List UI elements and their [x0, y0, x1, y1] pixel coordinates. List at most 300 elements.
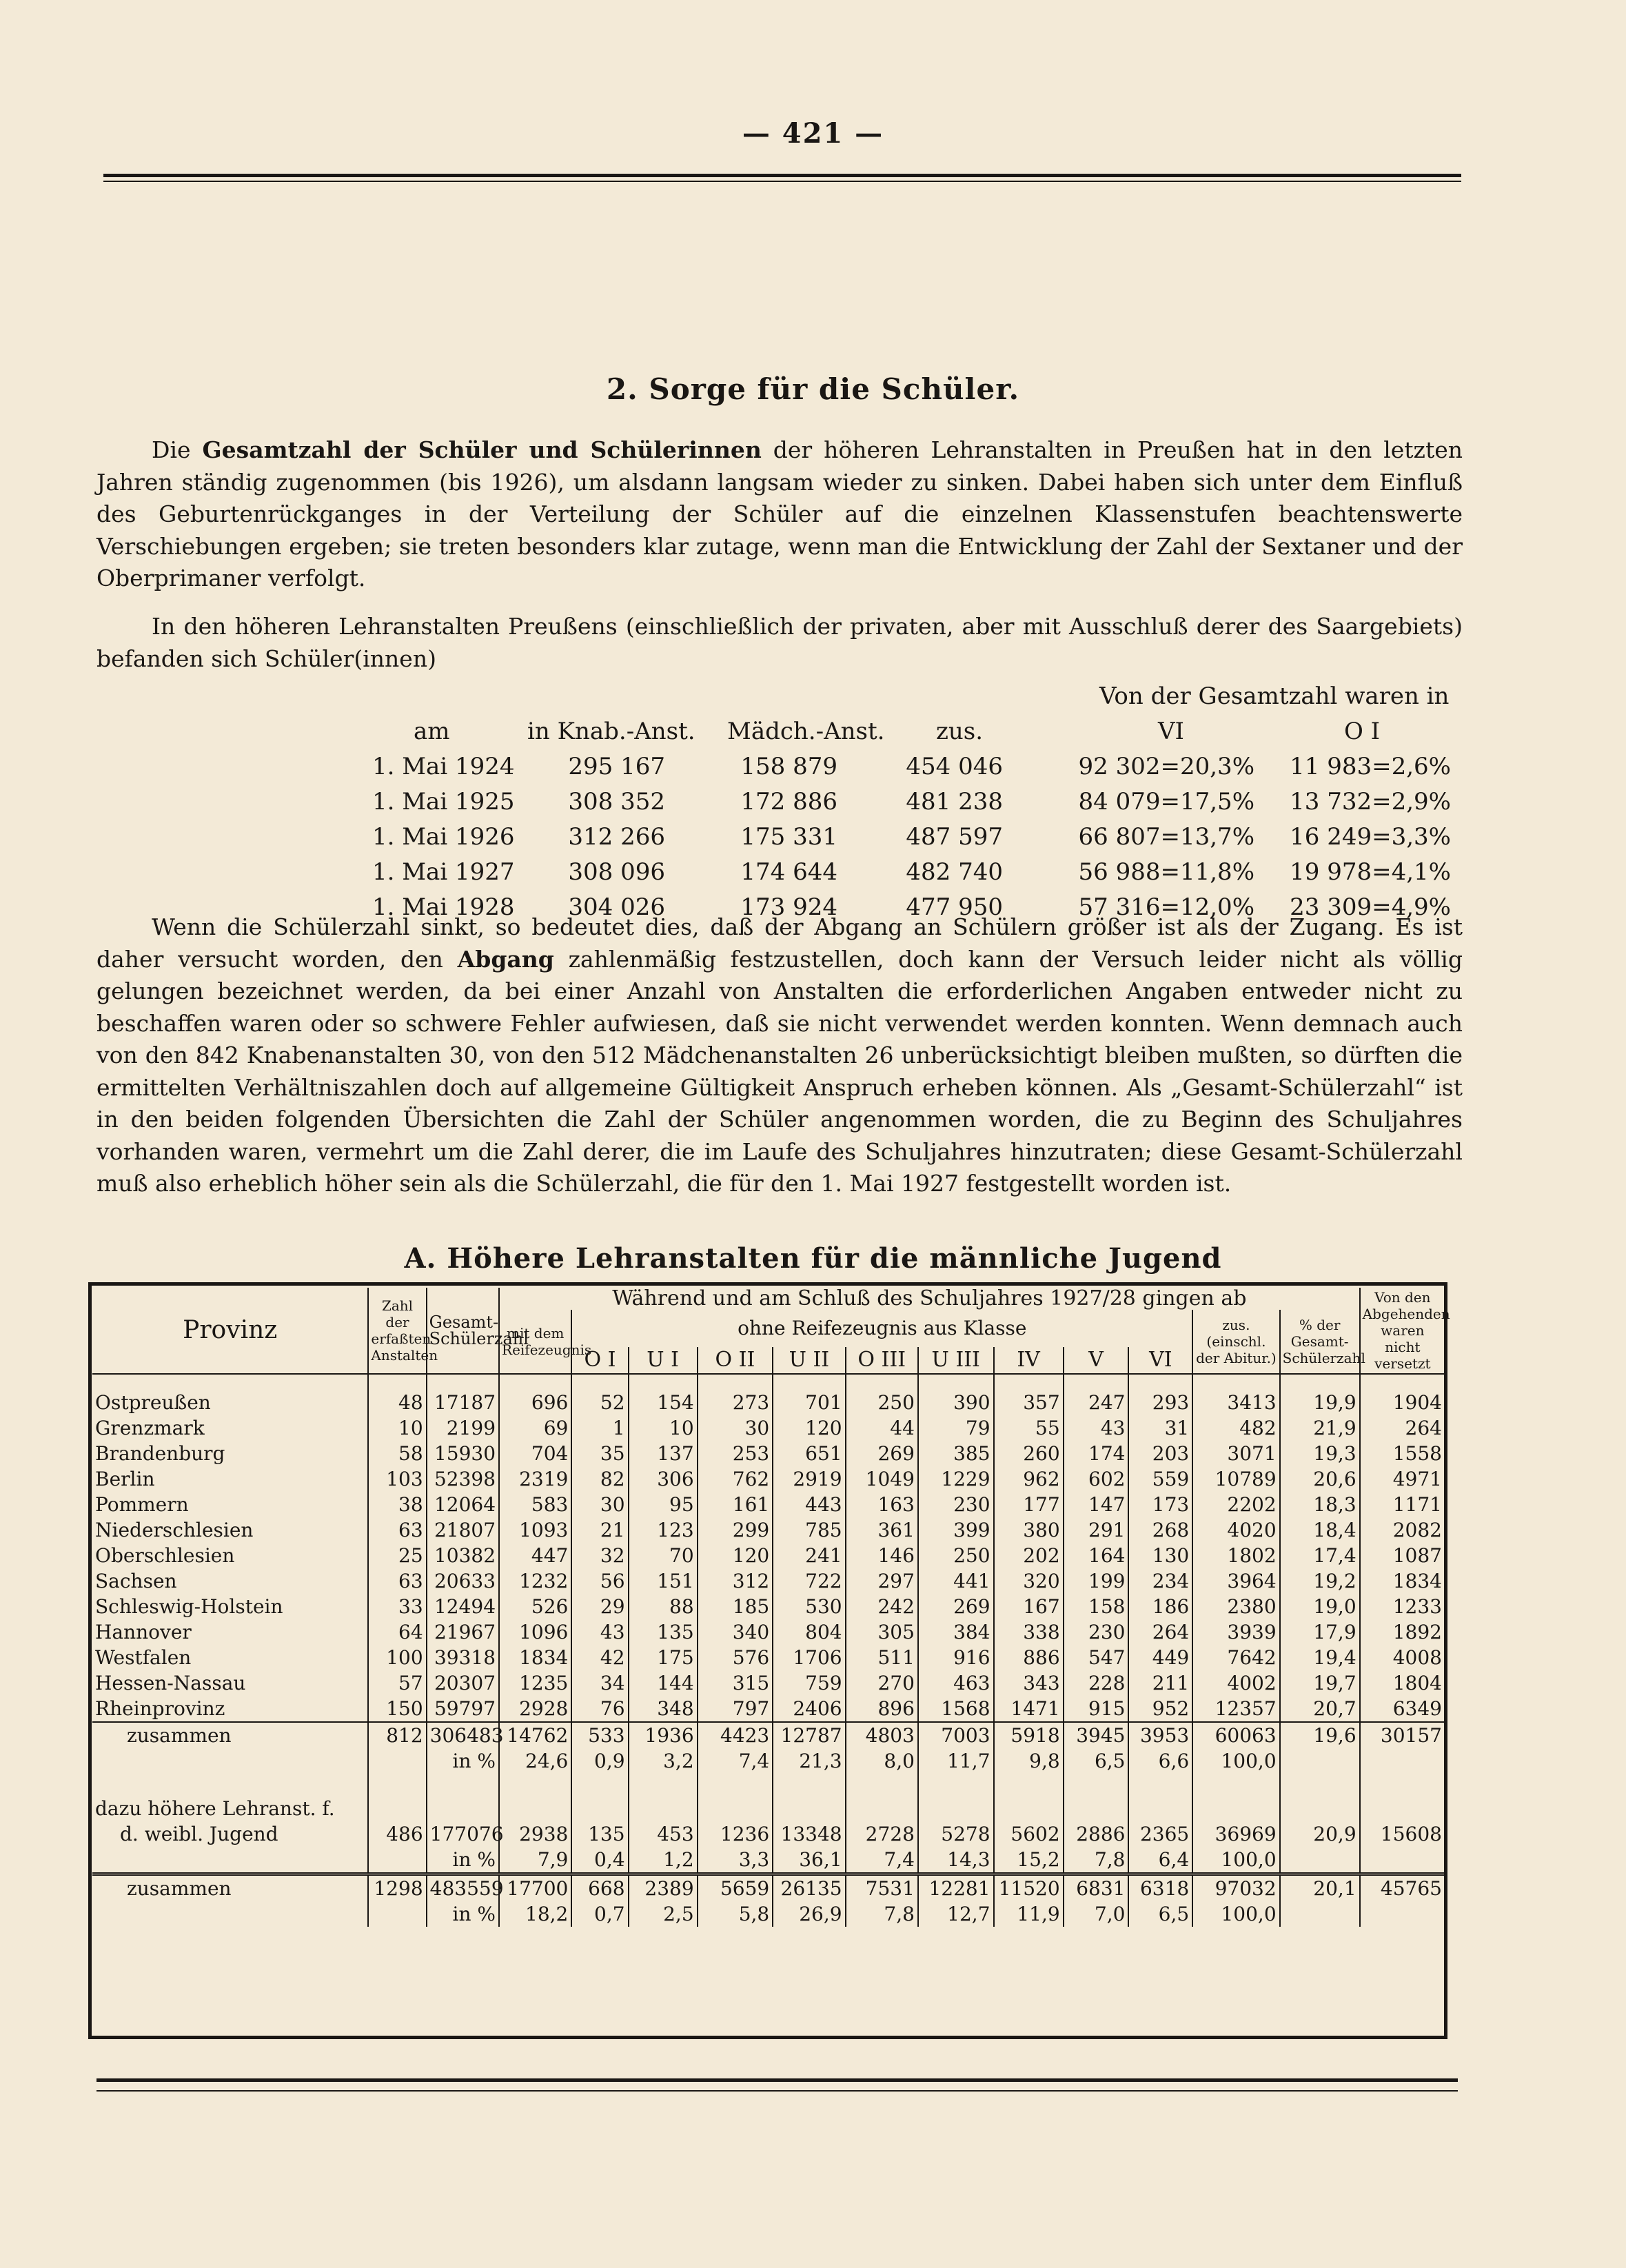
abgang-rest: zahlenmäßig festzustellen, doch kann der Versuch leider nicht als völlig gelungen bezeichnet werden, da bei einer Anzahl von Anstalten die erforderlichen Angaben entweder nicht zu beschaffen waren oder so schwere Fehler aufwiesen, daß sie nicht verwendet werden konnten. Wenn demnach auch von den 842 Knabenanstalten 30, von den 512 Mädchenanstalten 26 unberücksichtigt bleiben mußten, so dürften die ermittelten Verhältniszahlen doch auf allgemeine Gültigkeit Anspruch erheben können. Als „Gesamt-Schülerzahl“ ist in den beiden folgenden Übersichten die Zahl der Schüler angenommen worden, die zu Beginn des Schuljahres vorhanden waren, vermehrt um die Zahl derer, die im Laufe des Schuljahres hinzutraten; diese Gesamt-Schülerzahl muß also erheblich höher sein als die Schülerzahl, die für den 1. Mai 1927 festgestellt worden ist. [96, 945, 1463, 1197]
table-cell: 19,6 [1280, 1722, 1360, 1748]
table-cell: 163 [846, 1492, 918, 1517]
table-cell: 916 [918, 1645, 994, 1670]
table-cell: 19,9 [1280, 1374, 1360, 1415]
table-cell: 21807 [427, 1517, 499, 1543]
table-cell: 12281 [918, 1874, 994, 1902]
table-cell: 230 [1064, 1619, 1129, 1645]
table-cell: 443 [773, 1492, 845, 1517]
table-cell: 273 [698, 1374, 773, 1415]
table-cell: 1229 [918, 1466, 994, 1492]
table-cell: 269 [918, 1594, 994, 1619]
table-cell: 7003 [918, 1722, 994, 1748]
table-cell: 30 [698, 1415, 773, 1441]
table-cell: 15608 [1360, 1821, 1445, 1847]
table-cell: 343 [994, 1670, 1064, 1696]
table-cell: 306483 [427, 1722, 499, 1748]
header-pct: % der Gesamt-Schülerzahl [1280, 1310, 1360, 1374]
table-cell: 4423 [698, 1722, 773, 1748]
stats-header-top [0, 679, 1626, 714]
table-cell [1128, 1796, 1192, 1821]
header-ohne-reife: ohne Reifezeugnis aus Klasse [571, 1310, 1192, 1347]
table-cell: 130 [1128, 1543, 1192, 1568]
table-cell: 1096 [499, 1619, 571, 1645]
table-cell: 3964 [1192, 1568, 1279, 1594]
stats-cell-oi: 16 249=3,3% [1290, 823, 1451, 851]
table-cell: 43 [1064, 1415, 1129, 1441]
table-cell [918, 1774, 994, 1796]
intro-paragraph-1 [96, 434, 1463, 595]
stats-cell-date: 1. Mai 1924 [372, 753, 515, 780]
table-cell: 3945 [1064, 1722, 1129, 1748]
table-cell [1360, 1774, 1445, 1796]
table-cell: 103 [368, 1466, 426, 1492]
table-cell [1280, 1748, 1360, 1774]
table-cell: 38 [368, 1492, 426, 1517]
header-klasse: O I [571, 1347, 628, 1374]
table-cell: 19,3 [1280, 1441, 1360, 1466]
table-cell: 6,5 [1064, 1748, 1129, 1774]
table-cell: 299 [698, 1517, 773, 1543]
table-cell: 242 [846, 1594, 918, 1619]
table-cell: 651 [773, 1441, 845, 1466]
table-cell: 526 [499, 1594, 571, 1619]
table-cell: 4020 [1192, 1517, 1279, 1543]
table-cell: 668 [571, 1874, 628, 1902]
table-cell: 63 [368, 1568, 426, 1594]
table-cell: 306 [629, 1466, 698, 1492]
table-cell: 69 [499, 1415, 571, 1441]
table-cell: 44 [846, 1415, 918, 1441]
table-cell [1280, 1796, 1360, 1821]
table-cell: 4803 [846, 1722, 918, 1748]
table-cell: 9,8 [994, 1748, 1064, 1774]
table-cell: 6349 [1360, 1696, 1445, 1722]
total-row [92, 1874, 1445, 1902]
table-cell: 2199 [427, 1415, 499, 1441]
stats-cell-maedch: 172 886 [740, 788, 837, 816]
abgang-lead: Wenn die Schülerzahl sinkt, so bedeutet dies, daß der Abgang an Schülern größer ist als der Zugang. Es ist daher versucht worden, den [96, 913, 1463, 973]
table-cell: 135 [571, 1821, 628, 1847]
table-cell [1280, 1774, 1360, 1796]
table-cell: 137 [629, 1441, 698, 1466]
header-klasse: U I [629, 1347, 698, 1374]
row-label: Hessen-Nassau [95, 1672, 246, 1694]
header-klasse: IV [994, 1347, 1064, 1374]
table-cell: 1233 [1360, 1594, 1445, 1619]
table-cell: 399 [918, 1517, 994, 1543]
table-cell: 530 [773, 1594, 845, 1619]
table-cell: 483559 [427, 1874, 499, 1902]
table-cell: 10382 [427, 1543, 499, 1568]
table-cell: 722 [773, 1568, 845, 1594]
table-cell: 1904 [1360, 1374, 1445, 1415]
table-cell: 1568 [918, 1696, 994, 1722]
table-cell: 241 [773, 1543, 845, 1568]
table-cell: 29 [571, 1594, 628, 1619]
stats-col-oi: O I [1344, 718, 1381, 745]
table-cell: 2082 [1360, 1517, 1445, 1543]
row-label: Berlin [95, 1468, 155, 1490]
table-cell: 100 [368, 1645, 426, 1670]
table-cell: 39318 [427, 1645, 499, 1670]
table-cell: 33 [368, 1594, 426, 1619]
row-label: d. weibl. Jugend [120, 1823, 278, 1845]
table-cell: 234 [1128, 1568, 1192, 1594]
table-cell: 135 [629, 1619, 698, 1645]
table-cell: in % [427, 1847, 499, 1874]
table-cell: 559 [1128, 1466, 1192, 1492]
table-cell: 340 [698, 1619, 773, 1645]
table-cell [1360, 1748, 1445, 1774]
row-label: Niederschlesien [95, 1519, 254, 1541]
stats-cell-maedch: 175 331 [740, 823, 837, 851]
table-cell: 60063 [1192, 1722, 1279, 1748]
table-cell: 6,5 [1128, 1901, 1192, 1927]
table-cell: 1049 [846, 1466, 918, 1492]
table-cell: 175 [629, 1645, 698, 1670]
table-cell: 7531 [846, 1874, 918, 1902]
table-cell: 56 [571, 1568, 628, 1594]
stats-col-am: am [414, 718, 450, 745]
header-klasse: O II [698, 1347, 773, 1374]
table-row [92, 1619, 1445, 1645]
table-cell: 7,4 [846, 1847, 918, 1874]
header-group: Während und am Schluß des Schuljahres 1927/28 gingen ab [499, 1288, 1360, 1310]
table-row [92, 1374, 1445, 1415]
table-cell: 147 [1064, 1492, 1129, 1517]
intro-p1-rest: der höheren Lehranstalten in Preußen hat in den letzten Jahren ständig zugenommen (bis 1926), um alsdann langsam wieder zu sinken. Dabei haben sich unter dem Einfluß des Geburtenrückganges in der Verteilung der Schüler auf die einzelnen Klassenstufen beachtenswerte Verschiebungen ergeben; sie treten besonders klar zutage, wenn man die Entwicklung der Zahl der Sextaner und der Oberprimaner verfolgt. [96, 436, 1463, 591]
table-cell: 64 [368, 1619, 426, 1645]
table-cell: 14,3 [918, 1847, 994, 1874]
table-cell: 1 [571, 1415, 628, 1441]
table-cell: 228 [1064, 1670, 1129, 1696]
table-cell [1064, 1796, 1129, 1821]
stats-cell-knab: 308 352 [568, 788, 665, 816]
table-cell: 886 [994, 1645, 1064, 1670]
table-cell: 173 [1128, 1492, 1192, 1517]
table-cell: 270 [846, 1670, 918, 1696]
stats-col-knab: in Knab.-Anst. [527, 718, 695, 745]
table-cell: 797 [698, 1696, 773, 1722]
table-cell: 20,1 [1280, 1874, 1360, 1902]
table-cell: 10789 [1192, 1466, 1279, 1492]
stats-cell-date: 1. Mai 1927 [372, 858, 515, 886]
stats-col-zus: zus. [936, 718, 984, 745]
table-cell: 2,5 [629, 1901, 698, 1927]
table-cell: 100,0 [1192, 1748, 1279, 1774]
table-cell: 361 [846, 1517, 918, 1543]
table-cell: 250 [846, 1374, 918, 1415]
table-cell [1192, 1796, 1279, 1821]
stats-cell-maedch: 173 924 [740, 893, 837, 921]
table-cell: 20633 [427, 1568, 499, 1594]
table-cell: 21 [571, 1517, 628, 1543]
table-cell: 12787 [773, 1722, 845, 1748]
table-row [92, 1568, 1445, 1594]
table-cell [846, 1796, 918, 1821]
stats-cell-zus: 487 597 [906, 823, 1003, 851]
stats-row [0, 749, 1626, 784]
table-cell: 36969 [1192, 1821, 1279, 1847]
table-cell: 1471 [994, 1696, 1064, 1722]
table-cell: 88 [629, 1594, 698, 1619]
table-cell: 602 [1064, 1466, 1129, 1492]
table-cell: 11,9 [994, 1901, 1064, 1927]
table-cell: 449 [1128, 1645, 1192, 1670]
row-label: Sachsen [95, 1570, 177, 1592]
table-cell: 52 [571, 1374, 628, 1415]
table-cell: 5,8 [698, 1901, 773, 1927]
table-cell: 2928 [499, 1696, 571, 1722]
row-label [92, 1748, 368, 1774]
table-cell: 63 [368, 1517, 426, 1543]
table-cell: 97032 [1192, 1874, 1279, 1902]
header-klasse: O III [846, 1347, 918, 1374]
table-row [92, 1645, 1445, 1670]
table-cell: 533 [571, 1722, 628, 1748]
table-cell: 150 [368, 1696, 426, 1722]
table-cell: 384 [918, 1619, 994, 1645]
table-cell: 17700 [499, 1874, 571, 1902]
table-cell: 17,9 [1280, 1619, 1360, 1645]
table-cell: 915 [1064, 1696, 1129, 1722]
table-cell: 3,3 [698, 1847, 773, 1874]
table-cell: in % [427, 1901, 499, 1927]
table-cell: 36,1 [773, 1847, 845, 1874]
stats-cell-oi: 23 309=4,9% [1290, 893, 1451, 921]
header-klasse: U II [773, 1347, 845, 1374]
table-cell: 174 [1064, 1441, 1129, 1466]
row-label [92, 1774, 368, 1796]
table-cell: 144 [629, 1670, 698, 1696]
page-number: — 421 — [742, 117, 884, 150]
table-cell: 320 [994, 1568, 1064, 1594]
table-cell: 3939 [1192, 1619, 1279, 1645]
table-cell [427, 1796, 499, 1821]
table-cell: 7,0 [1064, 1901, 1129, 1927]
table-cell: 1558 [1360, 1441, 1445, 1466]
table-cell: 123 [629, 1517, 698, 1543]
stats-cell-vi: 66 807=13,7% [1078, 823, 1254, 851]
row-label: Oberschlesien [95, 1544, 235, 1567]
table-cell: 20,9 [1280, 1821, 1360, 1847]
footer-rule [96, 2078, 1458, 2082]
table-cell: 264 [1360, 1415, 1445, 1441]
table-cell [994, 1796, 1064, 1821]
table-cell: 19,7 [1280, 1670, 1360, 1696]
table-cell: 185 [698, 1594, 773, 1619]
table-cell: 264 [1128, 1619, 1192, 1645]
table-cell: 269 [846, 1441, 918, 1466]
abgang-paragraph [96, 911, 1463, 1200]
intro-p1-lead: Die [152, 436, 203, 463]
table-cell: 2380 [1192, 1594, 1279, 1619]
table-cell: 696 [499, 1374, 571, 1415]
table-cell: 2886 [1064, 1821, 1129, 1847]
table-cell: 5918 [994, 1722, 1064, 1748]
table-cell: 1171 [1360, 1492, 1445, 1517]
table-cell: 161 [698, 1492, 773, 1517]
table-cell: 952 [1128, 1696, 1192, 1722]
table-cell: 357 [994, 1374, 1064, 1415]
table-cell: 291 [1064, 1517, 1129, 1543]
table-cell [1064, 1774, 1129, 1796]
stats-cell-knab: 295 167 [568, 753, 665, 780]
table-cell: 297 [846, 1568, 918, 1594]
table-cell: 7642 [1192, 1645, 1279, 1670]
table-cell: 1232 [499, 1568, 571, 1594]
table-cell [1360, 1796, 1445, 1821]
table-cell: 247 [1064, 1374, 1129, 1415]
table-cell: 338 [994, 1619, 1064, 1645]
table-cell [499, 1774, 571, 1796]
table-cell [368, 1796, 426, 1821]
table-cell: 1236 [698, 1821, 773, 1847]
table-cell: 896 [846, 1696, 918, 1722]
header-klasse: V [1064, 1347, 1129, 1374]
table-cell: 48 [368, 1374, 426, 1415]
table-cell: 177 [994, 1492, 1064, 1517]
table-cell: 18,3 [1280, 1492, 1360, 1517]
stats-cell-oi: 11 983=2,6% [1290, 753, 1451, 780]
header-rule-thin [103, 181, 1461, 182]
table-cell: 7,8 [1064, 1847, 1129, 1874]
header-mit-reife: mit dem Reifezeugnis [499, 1310, 571, 1374]
stats-cell-vi: 57 316=12,0% [1078, 893, 1254, 921]
table-cell: 17187 [427, 1374, 499, 1415]
table-cell: 43 [571, 1619, 628, 1645]
table-cell: 3953 [1128, 1722, 1192, 1748]
table-cell: 2406 [773, 1696, 845, 1722]
table-cell: 0,9 [571, 1748, 628, 1774]
table-cell: 167 [994, 1594, 1064, 1619]
table-row [92, 1543, 1445, 1568]
table-title: A. Höhere Lehranstalten für die männliche Jugend [404, 1242, 1222, 1275]
table-cell: 315 [698, 1670, 773, 1696]
table-cell [368, 1901, 426, 1927]
table-cell [629, 1796, 698, 1821]
table-cell [698, 1796, 773, 1821]
total-row [92, 1722, 1445, 1748]
row-label: Pommern [95, 1493, 189, 1516]
stats-cell-vi: 84 079=17,5% [1078, 788, 1254, 816]
header-klasse: VI [1128, 1347, 1192, 1374]
table-cell [629, 1774, 698, 1796]
table-cell [773, 1774, 845, 1796]
stats-cell-date: 1. Mai 1928 [372, 893, 515, 921]
table-cell: 82 [571, 1466, 628, 1492]
abgang-bold: Abgang [457, 945, 554, 973]
row-label: Rheinprovinz [95, 1697, 225, 1720]
table-cell: 293 [1128, 1374, 1192, 1415]
weibl-row [92, 1821, 1445, 1847]
table-cell: 812 [368, 1722, 426, 1748]
table-cell: 759 [773, 1670, 845, 1696]
stats-cell-zus: 454 046 [906, 753, 1003, 780]
stats-cell-vi: 56 988=11,8% [1078, 858, 1254, 886]
table-cell: 120 [773, 1415, 845, 1441]
table-cell: 704 [499, 1441, 571, 1466]
table-cell: 21967 [427, 1619, 499, 1645]
weibl-row [92, 1796, 1445, 1821]
table-cell: 3,2 [629, 1748, 698, 1774]
abgang-table [92, 1286, 1450, 1927]
table-cell: 20,6 [1280, 1466, 1360, 1492]
table-cell: 2938 [499, 1821, 571, 1847]
table-cell: 8,0 [846, 1748, 918, 1774]
table-cell: 12064 [427, 1492, 499, 1517]
table-cell: 15930 [427, 1441, 499, 1466]
table-cell: 18,2 [499, 1901, 571, 1927]
table-cell: 260 [994, 1441, 1064, 1466]
table-cell: 100,0 [1192, 1847, 1279, 1874]
section-title: 2. Sorge für die Schüler. [606, 372, 1020, 406]
stats-cell-date: 1. Mai 1925 [372, 788, 515, 816]
stats-header-von: Von der Gesamtzahl waren in [1099, 682, 1450, 710]
table-cell: 785 [773, 1517, 845, 1543]
table-row [92, 1594, 1445, 1619]
table-cell: 45765 [1360, 1874, 1445, 1902]
table-cell: 154 [629, 1374, 698, 1415]
table-cell: 486 [368, 1821, 426, 1847]
table-cell: 21,3 [773, 1748, 845, 1774]
table-cell: 30157 [1360, 1722, 1445, 1748]
table-cell: 4008 [1360, 1645, 1445, 1670]
table-cell: 2728 [846, 1821, 918, 1847]
header-anstalten: Zahl der erfaßten Anstalten [368, 1288, 426, 1374]
table-cell [1128, 1774, 1192, 1796]
stats-cell-knab: 304 026 [568, 893, 665, 921]
table-cell: 3413 [1192, 1374, 1279, 1415]
table-cell: 2919 [773, 1466, 845, 1492]
table-cell: 18,4 [1280, 1517, 1360, 1543]
table-cell: 4002 [1192, 1670, 1279, 1696]
stats-header-row [0, 714, 1626, 749]
table-cell: 14762 [499, 1722, 571, 1748]
footer-rule-thin [96, 2090, 1458, 2092]
table-cell: 482 [1192, 1415, 1279, 1441]
stats-cell-zus: 482 740 [906, 858, 1003, 886]
header-gesamt: Gesamt-Schülerzahl [427, 1288, 499, 1374]
table-cell: 1235 [499, 1670, 571, 1696]
header-provinz: Provinz [92, 1288, 368, 1374]
table-cell: 20,7 [1280, 1696, 1360, 1722]
table-cell: 19,0 [1280, 1594, 1360, 1619]
row-label [92, 1847, 368, 1874]
table-cell: 164 [1064, 1543, 1129, 1568]
table-cell: 17,4 [1280, 1543, 1360, 1568]
table-cell: 211 [1128, 1670, 1192, 1696]
intro-p1-bold: Gesamtzahl der Schüler und Schülerinnen [202, 436, 762, 463]
table-cell: 24,6 [499, 1748, 571, 1774]
table-cell: 1,2 [629, 1847, 698, 1874]
table-cell: 348 [629, 1696, 698, 1722]
stats-row [0, 784, 1626, 820]
table-cell: 30 [571, 1492, 628, 1517]
table-cell: 4971 [1360, 1466, 1445, 1492]
table-cell [1280, 1847, 1360, 1874]
table-row [92, 1670, 1445, 1696]
table-cell: 13348 [773, 1821, 845, 1847]
row-label: Grenzmark [95, 1417, 205, 1439]
intro-paragraph-2: In den höheren Lehranstalten Preußens (einschließlich der privaten, aber mit Ausschluß derer des Saargebiets) befanden sich Schüler(innen) [96, 613, 1463, 672]
stats-cell-maedch: 174 644 [740, 858, 837, 886]
stats-row [0, 855, 1626, 890]
table-cell: 199 [1064, 1568, 1129, 1594]
stats-cell-date: 1. Mai 1926 [372, 823, 515, 851]
table-cell: 804 [773, 1619, 845, 1645]
percent-row [92, 1901, 1445, 1927]
